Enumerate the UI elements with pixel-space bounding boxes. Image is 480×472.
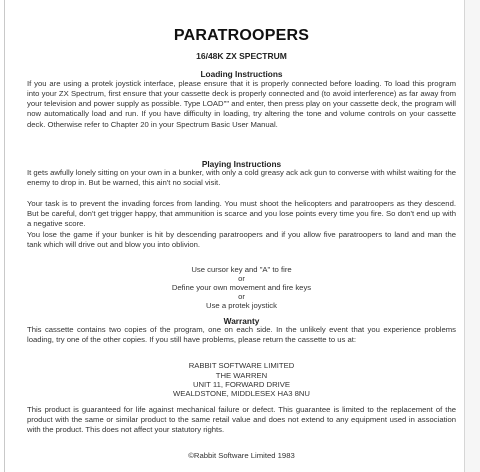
- control-option-1: Use cursor key and "A" to fire: [191, 265, 292, 274]
- game-title: PARATROOPERS: [173, 27, 310, 44]
- address-street: UNIT 11, FORWARD DRIVE: [192, 380, 291, 389]
- playing-heading: Playing Instructions: [201, 159, 282, 169]
- left-fold-line: [4, 0, 5, 472]
- control-option-3: Use a protek joystick: [206, 301, 277, 310]
- instruction-sheet: [27, 0, 456, 472]
- copyright-notice: ©Rabbit Software Limited 1983: [188, 451, 295, 460]
- control-option-2: Define your own movement and fire keys: [171, 283, 312, 292]
- right-flap: [465, 0, 480, 472]
- platform-subtitle: 16/48K ZX SPECTRUM: [196, 51, 287, 61]
- address-company: RABBIT SOFTWARE LIMITED: [188, 361, 295, 370]
- playing-intro-paragraph: It gets awfully lonely sitting on your own in a bunker, with only a cold greasy ack ack gun to converse with whilst waiting for the enemy to drop in. But be warned, this ain't no social visit.: [27, 168, 457, 188]
- loading-heading: Loading Instructions: [200, 69, 283, 79]
- warranty-heading: Warranty: [223, 316, 260, 326]
- warranty-paragraph: This cassette contains two copies of the program, one on each side. In the unlikely event that you experience problems loading, try one of the other copies. If you still have problems, please return the cassette to us at:: [27, 325, 456, 345]
- guarantee-paragraph: This product is guaranteed for life against mechanical failure or defect. This guarantee is limited to the replacement of the product with the same or similar product to the same retail value and does not extend to any equipment used in association with the product. This does not affect your statutory rights.: [27, 405, 456, 435]
- loading-paragraph: If you are using a protek joystick interface, please ensure that it is properly connected before loading. To load this program into your ZX Spectrum, first ensure that your cassette deck is properly connected and (to avoid interference) as far away from your television and power supply as possible. Type LOAD"" and enter, then press play on your cassette deck, the program will now automatically load and run. If you have difficulty in loading, try altering the tone and volume controls on your cassette deck. Otherwise refer to Chapter 20 in your Spectrum Basic User Manual.: [27, 79, 456, 129]
- address-town: WEALDSTONE, MIDDLESEX HA3 8NU: [173, 389, 310, 398]
- playing-task-paragraph: Your task is to prevent the invading forces from landing. You must shoot the helicopters and paratroopers as they descend. But be careful, don't get trigger happy, that ammunition is scarce and you lose points every time you fire. So don't end up with a negative score.: [27, 199, 456, 229]
- control-or-2: or: [238, 292, 245, 301]
- control-or-1: or: [238, 274, 245, 283]
- playing-lose-paragraph: You lose the game if your bunker is hit by descending paratroopers and if you allow five paratroopers to land and man the tank which will drive out and blow you into oblivion.: [27, 230, 456, 250]
- address-building: THE WARREN: [215, 371, 268, 380]
